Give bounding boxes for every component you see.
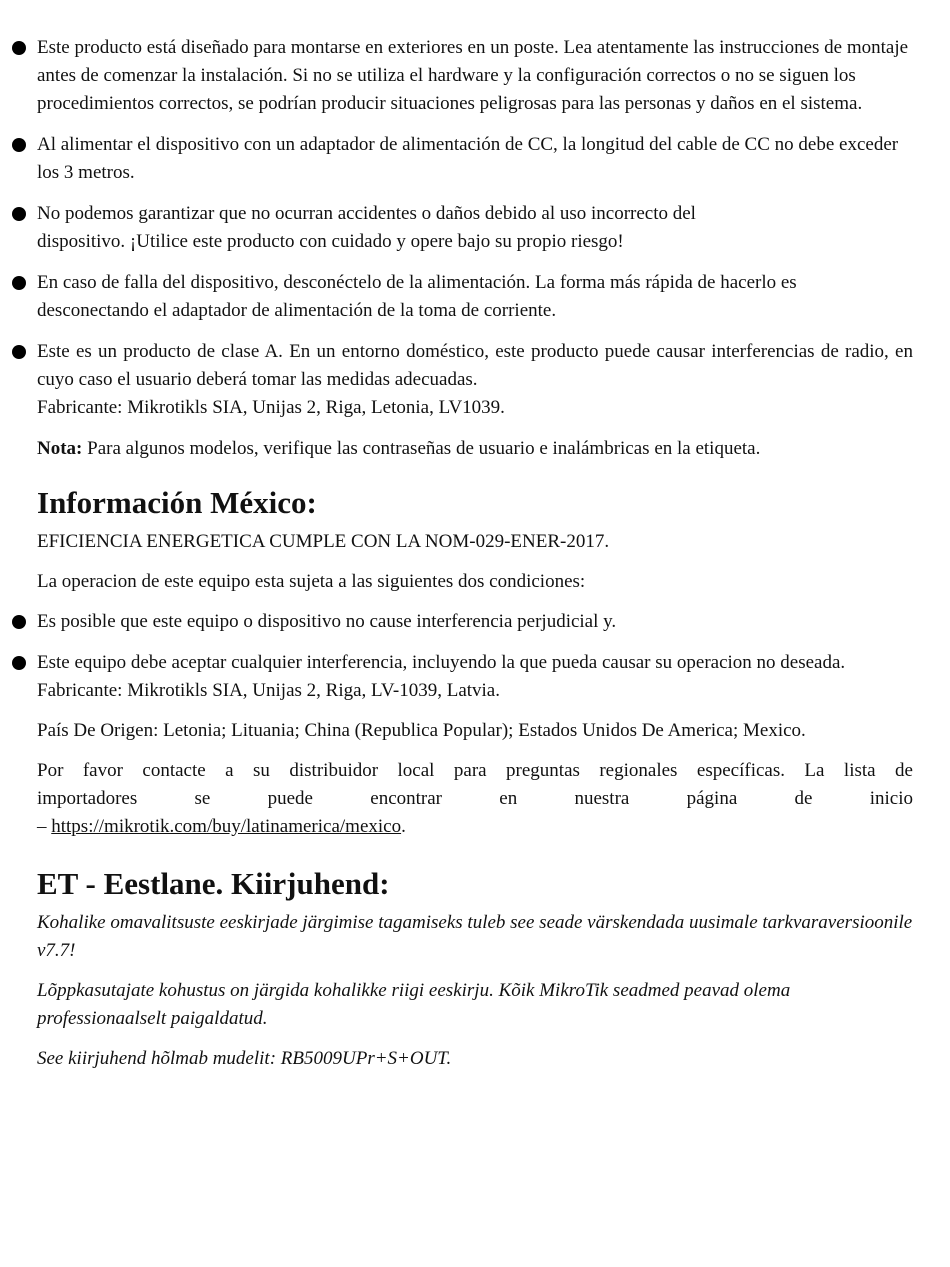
- list-item: [37, 131, 913, 187]
- list-item: [37, 338, 913, 422]
- safety-list: [37, 34, 913, 422]
- mexico-heading: Información México:: [37, 485, 317, 520]
- contact-line: importadores se puede encontrar en nuestra página de inicio: [37, 788, 913, 809]
- manufacturer-text: Fabricante: Mikrotikls SIA, Unijas 2, Riga, LV-1039, Latvia.: [37, 680, 500, 701]
- estonian-paragraph: Lõppkasutajate kohustus on järgida kohalikke riigi eeskirju. Kõik MikroTik seadmed peavad olema professionaalselt paigaldatud.: [37, 980, 791, 1029]
- note-text: Para algunos modelos, verifique las contraseñas de usuario e inalámbricas en la etiqueta.: [82, 438, 761, 459]
- efficiency-text: EFICIENCIA ENERGETICA CUMPLE CON LA NOM-029-ENER-2017.: [37, 531, 610, 552]
- estonian-heading: ET - Eestlane. Kiirjuhend:: [37, 866, 390, 901]
- note-paragraph: [37, 435, 913, 463]
- conditions-list: [37, 608, 913, 705]
- contact-paragraph: [37, 757, 913, 841]
- contact-dash: –: [37, 816, 52, 837]
- list-item: [37, 649, 913, 705]
- bullet-text: En caso de falla del dispositivo, desconéctelo de la alimentación. La forma más rápida de hacerlo es desconectando el adaptador de alimentación de la toma de corriente.: [37, 272, 797, 321]
- list-item: [37, 608, 913, 636]
- origin-text: País De Origen: Letonia; Lituania; China (Republica Popular); Estados Unidos De America; Mexico.: [37, 720, 806, 741]
- list-item: [37, 269, 913, 325]
- bullet-text: Es posible que este equipo o dispositivo no cause interferencia perjudicial y.: [37, 611, 617, 632]
- contact-line: Por favor contacte a su distribuidor local para preguntas regionales específicas. La lista de: [37, 760, 913, 781]
- contact-end: .: [401, 816, 406, 837]
- bullet-text: Este producto está diseñado para montarse en exteriores en un poste. Lea atentamente las instrucciones de montaje antes de comenzar la instalación. Si no se utiliza el hardware y la configuración correctos o no se siguen los procedimientos correctos, se podrían producir situaciones peligrosas para las personas y daños en el sistema.: [37, 37, 909, 114]
- estonian-paragraph: See kiirjuhend hõlmab mudelit: RB5009UPr+S+OUT.: [37, 1048, 452, 1069]
- bullet-text: Este es un producto de clase A. En un entorno doméstico, este producto puede causar interferencias de radio, en cuyo caso el usuario deberá tomar las medidas adecuadas.: [37, 341, 913, 390]
- importers-link[interactable]: https://mikrotik.com/buy/latinamerica/mexico: [51, 816, 402, 837]
- bullet-text: No podemos garantizar que no ocurran accidentes o daños debido al uso incorrecto del: [37, 203, 696, 224]
- bullet-text: Este equipo debe aceptar cualquier interferencia, incluyendo la que pueda causar su operacion no deseada.: [37, 652, 846, 673]
- list-item: [37, 34, 913, 118]
- conditions-intro: La operacion de este equipo esta sujeta a las siguientes dos condiciones:: [37, 571, 586, 592]
- document-page: [37, 34, 913, 1085]
- estonian-paragraph: Kohalike omavalitsuste eeskirjade järgimise tagamiseks tuleb see seade värskendada uusimale tarkvaraversioonile v7.7!: [37, 912, 913, 961]
- bullet-text: Al alimentar el dispositivo con un adaptador de alimentación de CC, la longitud del cable de CC no debe exceder los 3 metros.: [37, 134, 899, 183]
- manufacturer-text: Fabricante: Mikrotikls SIA, Unijas 2, Riga, Letonia, LV1039.: [37, 397, 505, 418]
- list-item: [37, 200, 913, 256]
- bullet-text: dispositivo. ¡Utilice este producto con cuidado y opere bajo su propio riesgo!: [37, 231, 624, 252]
- note-label: Nota:: [37, 438, 83, 459]
